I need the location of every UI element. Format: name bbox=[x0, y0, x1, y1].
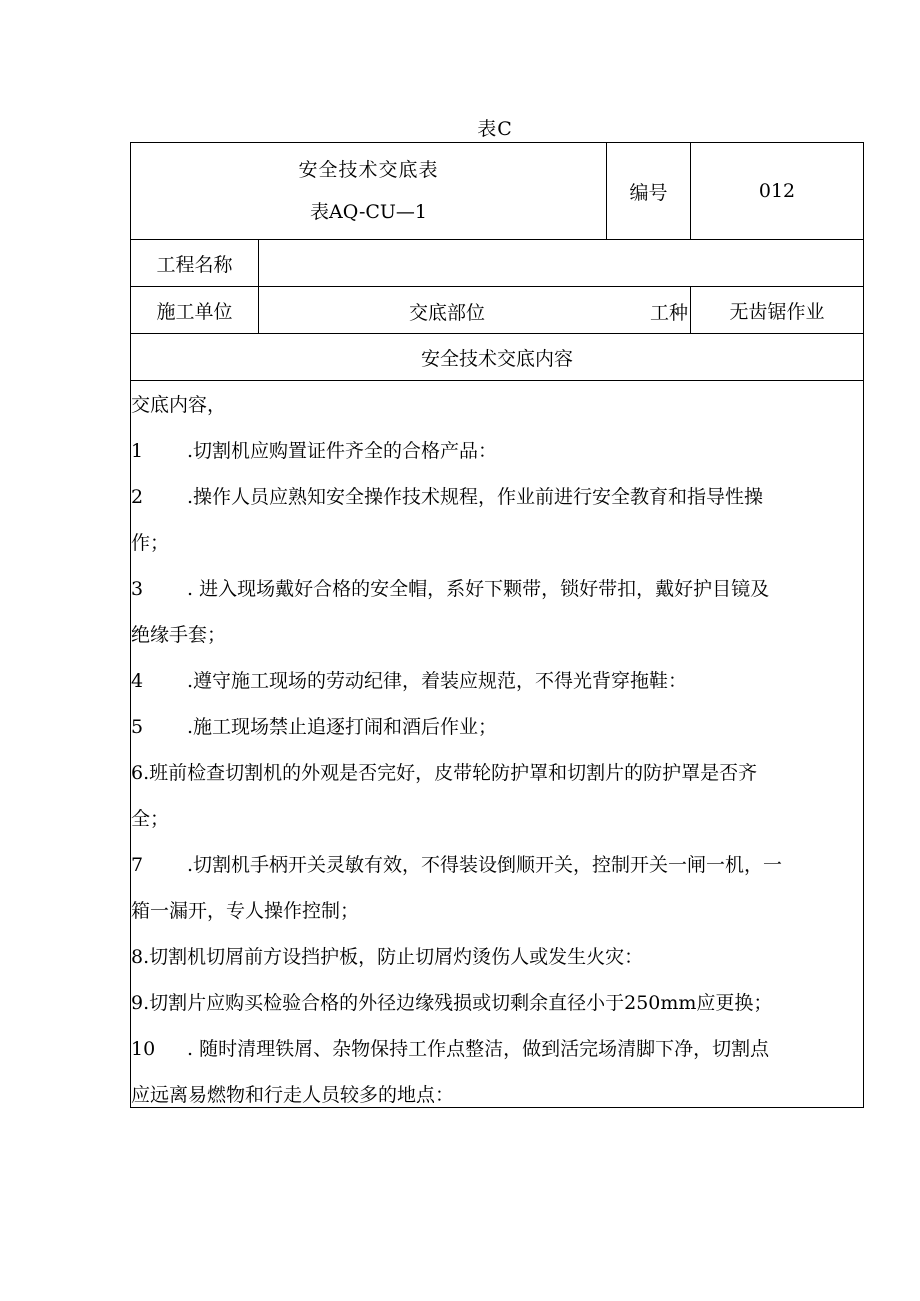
item-continuation: 应远离易燃物和行走人员较多的地点： bbox=[131, 1084, 455, 1106]
project-name-label: 工程名称 bbox=[131, 240, 259, 287]
item-number: 10 bbox=[131, 1038, 156, 1060]
list-item bbox=[131, 669, 863, 693]
item-number: 3 bbox=[131, 578, 144, 600]
list-item bbox=[131, 1037, 863, 1107]
list-item bbox=[131, 485, 863, 555]
item-text: .切割机手柄开关灵敏有效，不得装设倒顺开关，控制开关一闸一机，一 bbox=[187, 854, 783, 876]
content-body bbox=[131, 393, 863, 1107]
list-item bbox=[131, 853, 863, 923]
item-text: . 进入现场戴好合格的安全帽，系好下颗带，锁好带扣，戴好护目镜及 bbox=[187, 578, 770, 600]
list-item bbox=[131, 761, 863, 831]
list-item bbox=[131, 991, 863, 1015]
safety-briefing-table bbox=[130, 142, 864, 1108]
item-text: .施工现场禁止追逐打闹和酒后作业； bbox=[187, 716, 498, 738]
section-title-row bbox=[131, 334, 864, 381]
item-text: 8.切割机切屑前方设挡护板，防止切屑灼烫伤人或发生火灾： bbox=[131, 946, 644, 968]
project-name-value bbox=[259, 240, 864, 287]
form-title: 安全技术交底表 bbox=[298, 159, 439, 181]
item-continuation: 作； bbox=[131, 532, 170, 554]
content-label: 交底内容， bbox=[131, 394, 227, 416]
list-item bbox=[131, 945, 863, 969]
trade-value: 无齿锯作业 bbox=[691, 287, 864, 334]
location-label: 交底部位 bbox=[409, 302, 486, 324]
table-caption: 表C bbox=[477, 118, 513, 140]
section-title: 安全技术交底内容 bbox=[131, 334, 864, 381]
trade-label: 工种 bbox=[650, 302, 689, 324]
item-text: . 随时清理铁屑、杂物保持工作点整洁，做到活完场清脚下净，切割点 bbox=[187, 1038, 770, 1060]
number-value: 012 bbox=[691, 143, 864, 240]
item-number: 7 bbox=[131, 854, 144, 876]
item-text: .切割机应购置证件齐全的合格产品： bbox=[187, 440, 498, 462]
unit-row bbox=[131, 287, 864, 334]
list-item bbox=[131, 715, 863, 739]
list-item bbox=[131, 577, 863, 647]
title-cell bbox=[131, 143, 607, 240]
item-continuation: 箱一漏开，专人操作控制； bbox=[131, 900, 360, 922]
item-text: .操作人员应熟知安全操作技术规程，作业前进行安全教育和指导性操 bbox=[187, 486, 764, 508]
content-row bbox=[131, 381, 864, 1108]
content-cell bbox=[131, 381, 864, 1108]
item-continuation: 绝缘手套； bbox=[131, 624, 227, 646]
project-name-row bbox=[131, 240, 864, 287]
number-label: 编号 bbox=[607, 143, 691, 240]
item-number: 1 bbox=[131, 440, 144, 462]
unit-label: 施工单位 bbox=[131, 287, 259, 334]
item-text: .遵守施工现场的劳动纪律，着装应规范，不得光背穿拖鞋： bbox=[187, 670, 688, 692]
item-continuation: 全； bbox=[131, 808, 170, 830]
item-number: 5 bbox=[131, 716, 144, 738]
item-text: 6.班前检查切割机的外观是否完好，皮带轮防护罩和切割片的防护罩是否齐 bbox=[131, 762, 758, 784]
header-row bbox=[131, 143, 864, 240]
item-number: 4 bbox=[131, 670, 144, 692]
form-code: 表AQ-CU—1 bbox=[309, 201, 428, 223]
item-text: 9.切割片应购买检验合格的外径边缘残损或切剩余直径小于250mm应更换； bbox=[131, 992, 773, 1014]
list-item bbox=[131, 439, 863, 463]
item-number: 2 bbox=[131, 486, 144, 508]
unit-location-cell bbox=[259, 287, 691, 334]
